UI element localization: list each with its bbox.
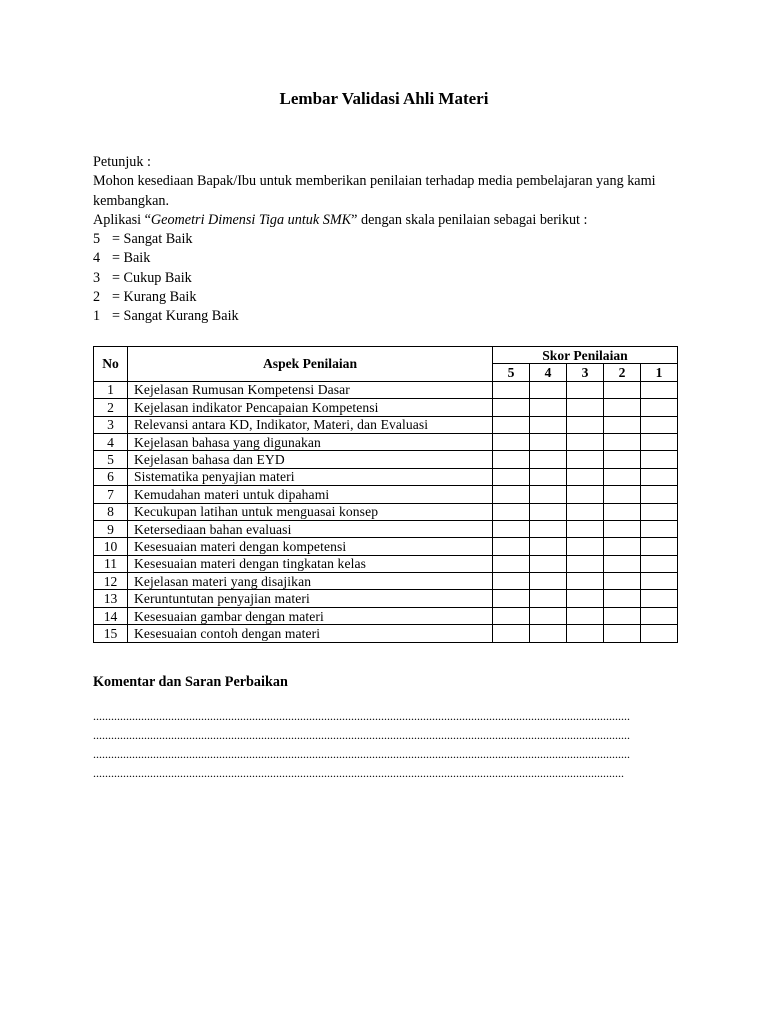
table-row xyxy=(94,538,678,555)
score-cell-1[interactable] xyxy=(641,416,678,433)
score-cell-1[interactable] xyxy=(641,538,678,555)
row-number: 2 xyxy=(94,399,128,416)
table-row xyxy=(94,573,678,590)
row-number: 15 xyxy=(94,625,128,642)
table-row xyxy=(94,416,678,433)
score-cell-5[interactable] xyxy=(493,573,530,590)
score-cell-3[interactable] xyxy=(567,433,604,450)
row-aspect: Sistematika penyajian materi xyxy=(128,468,493,485)
score-cell-2[interactable] xyxy=(604,520,641,537)
row-aspect: Kejelasan Rumusan Kompetensi Dasar xyxy=(128,381,493,398)
score-cell-1[interactable] xyxy=(641,399,678,416)
scale-number: 5 xyxy=(93,231,101,248)
document-title: Lembar Validasi Ahli Materi xyxy=(279,89,489,108)
row-aspect: Kesesuaian contoh dengan materi xyxy=(128,625,493,642)
score-cell-1[interactable] xyxy=(641,381,678,398)
score-cell-1[interactable] xyxy=(641,520,678,537)
table-row xyxy=(94,520,678,537)
score-cell-2[interactable] xyxy=(604,451,641,468)
score-header-2: 2 xyxy=(604,364,641,381)
assessment-table xyxy=(93,346,678,643)
score-cell-4[interactable] xyxy=(530,433,567,450)
row-aspect: Kesesuaian materi dengan tingkatan kelas xyxy=(128,555,493,572)
row-number: 9 xyxy=(94,520,128,537)
score-cell-3[interactable] xyxy=(567,416,604,433)
header-no: No xyxy=(94,347,128,382)
header-skor: Skor Penilaian xyxy=(493,347,678,364)
row-aspect: Kejelasan bahasa dan EYD xyxy=(128,451,493,468)
score-cell-1[interactable] xyxy=(641,451,678,468)
score-cell-5[interactable] xyxy=(493,625,530,642)
score-cell-2[interactable] xyxy=(604,538,641,555)
comments-title: Komentar dan Saran Perbaikan xyxy=(93,674,288,690)
score-cell-4[interactable] xyxy=(530,503,567,520)
score-cell-2[interactable] xyxy=(604,381,641,398)
instructions-text: Mohon kesediaan Bapak/Ibu untuk memberikan penilaian terhadap media pembelajaran yang kami kembangkan. xyxy=(93,173,656,209)
score-cell-1[interactable] xyxy=(641,573,678,590)
scale-number: 2 xyxy=(93,289,101,306)
score-cell-5[interactable] xyxy=(493,607,530,624)
score-cell-5[interactable] xyxy=(493,451,530,468)
table-row xyxy=(94,486,678,503)
row-aspect: Kecukupan latihan untuk menguasai konsep xyxy=(128,503,493,520)
comment-line[interactable]: ................................................................................................................................................................................... xyxy=(93,729,630,741)
row-aspect: Kejelasan indikator Pencapaian Kompetensi xyxy=(128,399,493,416)
row-number: 6 xyxy=(94,468,128,485)
table-row xyxy=(94,381,678,398)
table-row xyxy=(94,607,678,624)
score-cell-2[interactable] xyxy=(604,607,641,624)
comment-line[interactable]: ................................................................................................................................................................................... xyxy=(93,710,630,722)
score-cell-2[interactable] xyxy=(604,433,641,450)
score-cell-1[interactable] xyxy=(641,433,678,450)
score-cell-1[interactable] xyxy=(641,468,678,485)
score-cell-2[interactable] xyxy=(604,555,641,572)
score-cell-2[interactable] xyxy=(604,468,641,485)
score-header-5: 5 xyxy=(493,364,530,381)
scale-item xyxy=(93,230,683,249)
score-cell-3[interactable] xyxy=(567,607,604,624)
scale-item xyxy=(93,269,683,288)
score-cell-5[interactable] xyxy=(493,555,530,572)
scale-number: 3 xyxy=(93,269,101,286)
score-cell-4[interactable] xyxy=(530,555,567,572)
row-number: 13 xyxy=(94,590,128,607)
score-header-4: 4 xyxy=(530,364,567,381)
score-cell-5[interactable] xyxy=(493,399,530,416)
row-number: 14 xyxy=(94,607,128,624)
score-cell-4[interactable] xyxy=(530,625,567,642)
score-cell-5[interactable] xyxy=(493,486,530,503)
score-cell-3[interactable] xyxy=(567,468,604,485)
score-cell-1[interactable] xyxy=(641,503,678,520)
score-cell-4[interactable] xyxy=(530,468,567,485)
scale-label: = Baik xyxy=(112,250,151,267)
scale-number: 1 xyxy=(93,308,101,325)
row-aspect: Kejelasan materi yang disajikan xyxy=(128,573,493,590)
table-row xyxy=(94,399,678,416)
table-body xyxy=(94,381,678,642)
table-row xyxy=(94,555,678,572)
row-number: 10 xyxy=(94,538,128,555)
scale-number: 4 xyxy=(93,250,101,267)
score-cell-2[interactable] xyxy=(604,399,641,416)
score-cell-4[interactable] xyxy=(530,590,567,607)
scale-item xyxy=(93,288,683,307)
score-cell-4[interactable] xyxy=(530,399,567,416)
score-cell-5[interactable] xyxy=(493,381,530,398)
score-cell-2[interactable] xyxy=(604,590,641,607)
score-cell-4[interactable] xyxy=(530,381,567,398)
score-cell-1[interactable] xyxy=(641,625,678,642)
table-row xyxy=(94,503,678,520)
row-number: 11 xyxy=(94,555,128,572)
instructions-app-line: Aplikasi “Geometri Dimensi Tiga untuk SMK” dengan skala penilaian sebagai berikut : xyxy=(93,211,588,228)
score-cell-2[interactable] xyxy=(604,416,641,433)
score-cell-1[interactable] xyxy=(641,486,678,503)
score-cell-3[interactable] xyxy=(567,399,604,416)
app-name: Geometri Dimensi Tiga untuk SMK xyxy=(150,211,352,228)
score-cell-4[interactable] xyxy=(530,538,567,555)
score-header-1: 1 xyxy=(641,364,678,381)
score-cell-3[interactable] xyxy=(567,381,604,398)
score-cell-5[interactable] xyxy=(493,468,530,485)
score-cell-2[interactable] xyxy=(604,486,641,503)
row-number: 12 xyxy=(94,573,128,590)
score-cell-5[interactable] xyxy=(493,538,530,555)
row-aspect: Kemudahan materi untuk dipahami xyxy=(128,486,493,503)
instructions xyxy=(93,153,683,327)
row-aspect: Ketersediaan bahan evaluasi xyxy=(128,520,493,537)
score-cell-3[interactable] xyxy=(567,590,604,607)
scale-label: = Sangat Kurang Baik xyxy=(112,308,239,325)
score-cell-3[interactable] xyxy=(567,573,604,590)
row-aspect: Keruntuntutan penyajian materi xyxy=(128,590,493,607)
score-cell-3[interactable] xyxy=(567,486,604,503)
score-cell-2[interactable] xyxy=(604,573,641,590)
row-number: 3 xyxy=(94,416,128,433)
row-number: 7 xyxy=(94,486,128,503)
score-cell-3[interactable] xyxy=(567,555,604,572)
score-cell-3[interactable] xyxy=(567,538,604,555)
table-row xyxy=(94,590,678,607)
table-row xyxy=(94,451,678,468)
table-row xyxy=(94,468,678,485)
scale-label: = Kurang Baik xyxy=(112,289,197,306)
header-aspek: Aspek Penilaian xyxy=(128,347,493,382)
score-cell-5[interactable] xyxy=(493,520,530,537)
row-number: 4 xyxy=(94,433,128,450)
rating-scale xyxy=(93,230,683,326)
score-cell-3[interactable] xyxy=(567,503,604,520)
score-cell-1[interactable] xyxy=(641,607,678,624)
score-cell-4[interactable] xyxy=(530,416,567,433)
score-cell-4[interactable] xyxy=(530,520,567,537)
row-aspect: Kesesuaian materi dengan kompetensi xyxy=(128,538,493,555)
table-row xyxy=(94,625,678,642)
score-cell-3[interactable] xyxy=(567,451,604,468)
score-cell-4[interactable] xyxy=(530,573,567,590)
score-header-3: 3 xyxy=(567,364,604,381)
row-aspect: Kejelasan bahasa yang digunakan xyxy=(128,433,493,450)
scale-label: = Sangat Baik xyxy=(112,231,193,248)
row-aspect: Kesesuaian gambar dengan materi xyxy=(128,607,493,624)
row-number: 1 xyxy=(94,381,128,398)
comment-line[interactable]: ................................................................................................................................................................................. xyxy=(93,767,624,779)
score-cell-1[interactable] xyxy=(641,555,678,572)
score-cell-2[interactable] xyxy=(604,625,641,642)
score-cell-2[interactable] xyxy=(604,503,641,520)
scale-item xyxy=(93,249,683,268)
score-cell-4[interactable] xyxy=(530,607,567,624)
scale-item xyxy=(93,307,683,326)
row-number: 8 xyxy=(94,503,128,520)
score-cell-5[interactable] xyxy=(493,433,530,450)
scale-label: = Cukup Baik xyxy=(112,269,192,286)
score-cell-4[interactable] xyxy=(530,486,567,503)
row-number: 5 xyxy=(94,451,128,468)
instructions-heading: Petunjuk : xyxy=(93,154,151,170)
row-aspect: Relevansi antara KD, Indikator, Materi, dan Evaluasi xyxy=(128,416,493,433)
score-cell-5[interactable] xyxy=(493,503,530,520)
comment-line[interactable]: ................................................................................................................................................................................... xyxy=(93,748,630,760)
score-cell-1[interactable] xyxy=(641,590,678,607)
score-cell-5[interactable] xyxy=(493,590,530,607)
score-cell-3[interactable] xyxy=(567,625,604,642)
score-cell-4[interactable] xyxy=(530,451,567,468)
score-cell-3[interactable] xyxy=(567,520,604,537)
score-cell-5[interactable] xyxy=(493,416,530,433)
table-row xyxy=(94,433,678,450)
